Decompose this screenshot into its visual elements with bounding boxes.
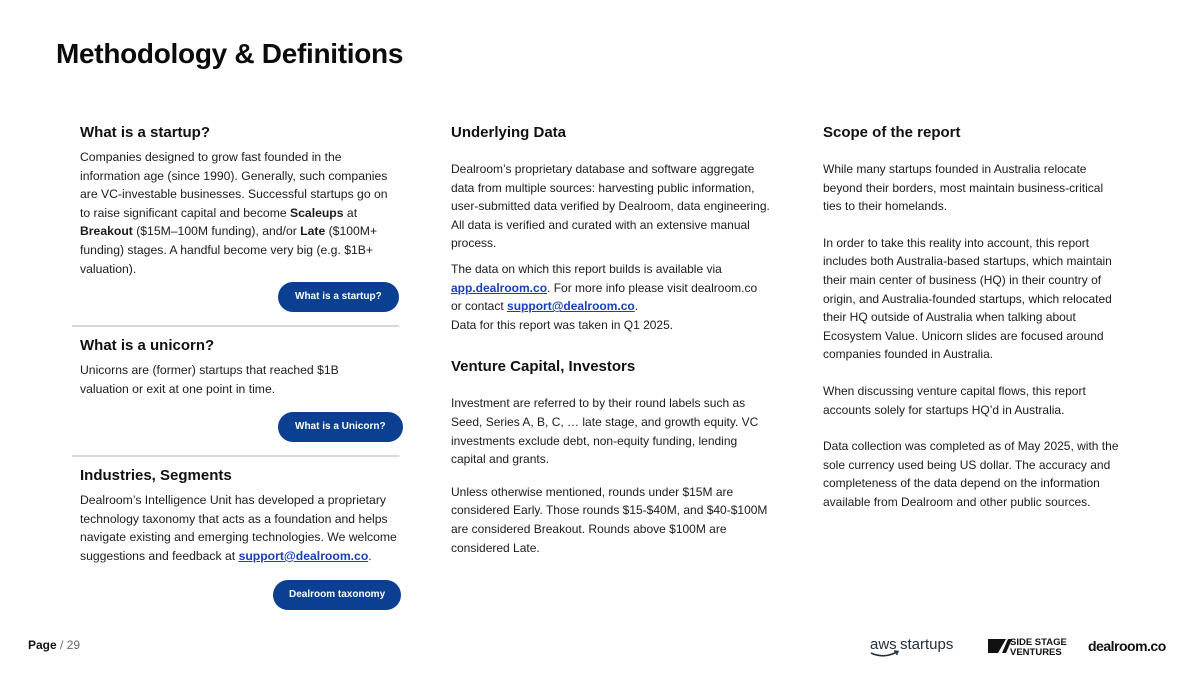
- venture-capital-para-2: Unless otherwise mentioned, rounds under $15M are considered Early. Those rounds $15-$40M, and $40-$100M are considered Breakout. Rounds above $100M are considered Late.: [451, 484, 768, 555]
- side-stage-ventures-logo: [988, 635, 1070, 662]
- startup-heading: What is a startup?: [80, 124, 211, 141]
- page-indicator: Page / 29: [28, 638, 81, 652]
- divider: [72, 455, 399, 457]
- scope-para-2: In order to take this reality into account, this report includes both Australia-based startups, which maintain their main center of business (HQ) in their country of origin, and Australia-founded startups, which relocated their HQ outside of Australia when talking about Ecosystem Value. Unicorn slides are focused around companies founded in Australia.: [823, 235, 1112, 362]
- svg-text:VENTURES: VENTURES: [1010, 647, 1062, 657]
- late-term: Late: [300, 224, 326, 239]
- unicorn-heading: What is a unicorn?: [80, 337, 215, 354]
- startup-text: Companies designed to grow fast founded in the information age (since 1990). Generally, such companies are VC-investable businesses. Successful startups go on to raise significant capital and become Scaleups at Breakout ($15M–100M funding), and/or Late ($100M+ funding) stages. A handful become very big (e.g. $1B+ valuation).: [80, 150, 388, 276]
- startup-section: [80, 118, 400, 278]
- page-number: 29: [66, 638, 81, 652]
- underlying-data-heading: Underlying Data: [451, 124, 567, 141]
- scope-para-4: Data collection was completed as of May 2025, with the sole currency used being US dollar. The accuracy and completeness of the data depend on the information available from Dealroom and other public sources.: [823, 439, 1119, 509]
- venture-capital-heading: Venture Capital, Investors: [451, 358, 636, 376]
- dealroom-logo-graphic: [1088, 637, 1176, 657]
- unicorn-text: Unicorns are (former) startups that reached $1B valuation or exit at one point in time.: [80, 363, 339, 396]
- unicorn-section: [80, 331, 400, 398]
- svg-text:startups: startups: [900, 636, 954, 653]
- underlying-data-section: [451, 118, 771, 557]
- app-dealroom-link[interactable]: app.dealroom.co: [451, 280, 548, 295]
- breakout-term: Breakout: [80, 224, 133, 239]
- industries-section: [80, 461, 400, 565]
- underlying-data-para-2: The data on which this report builds is available via app.dealroom.co. For more info please visit dealroom.co or contact support@dealroom.co. Data for this report was taken in Q1 2025.: [451, 261, 758, 332]
- aws-startups-logo-graphic: [870, 634, 962, 660]
- support-email-link[interactable]: support@dealroom.co: [238, 548, 369, 563]
- side-stage-ventures-logo-graphic: [988, 635, 1070, 657]
- dealroom-logo: [1088, 637, 1176, 662]
- industries-heading: Industries, Segments: [80, 467, 232, 484]
- scope-para-1: While many startups founded in Australia relocate beyond their borders, most maintain business-critical ties to their homelands.: [823, 162, 1104, 214]
- scope-section: [823, 118, 1123, 512]
- what-is-a-startup-button[interactable]: What is a startup?: [278, 282, 399, 312]
- dealroom-taxonomy-button[interactable]: Dealroom taxonomy: [273, 580, 401, 610]
- scaleups-term: Scaleups: [290, 205, 344, 220]
- svg-text:SIDE STAGE: SIDE STAGE: [1010, 637, 1067, 648]
- industries-text: Dealroom’s Intelligence Unit has developed a proprietary technology taxonomy that acts as a foundation and helps navigate existing and emerging technologies. We welcome suggestions and feedback at support@dealroom.co.: [80, 493, 397, 563]
- aws-startups-logo: [870, 634, 962, 665]
- divider: [72, 325, 399, 327]
- what-is-a-unicorn-button[interactable]: What is a Unicorn?: [278, 412, 403, 442]
- svg-text:aws: aws: [870, 636, 897, 653]
- page-title: Methodology & Definitions: [56, 38, 404, 69]
- scope-heading: Scope of the report: [823, 124, 961, 141]
- support-email-link[interactable]: support@dealroom.co: [507, 299, 635, 314]
- scope-para-3: When discussing venture capital flows, this report accounts solely for startups HQ’d in Australia.: [823, 383, 1086, 417]
- svg-text:dealroom.co: dealroom.co: [1088, 638, 1166, 654]
- venture-capital-para-1: Investment are referred to by their round labels such as Seed, Series A, B, C, … late stage, and growth equity. VC investments exclude debt, non-equity funding, lending capital and grants.: [451, 396, 759, 467]
- underlying-data-para-1: Dealroom’s proprietary database and software aggregate data from multiple sources: harvesting public information, user-submitted data verified by Dealroom, data engineering. All data is verified and curated with an extensive manual process.: [451, 162, 770, 251]
